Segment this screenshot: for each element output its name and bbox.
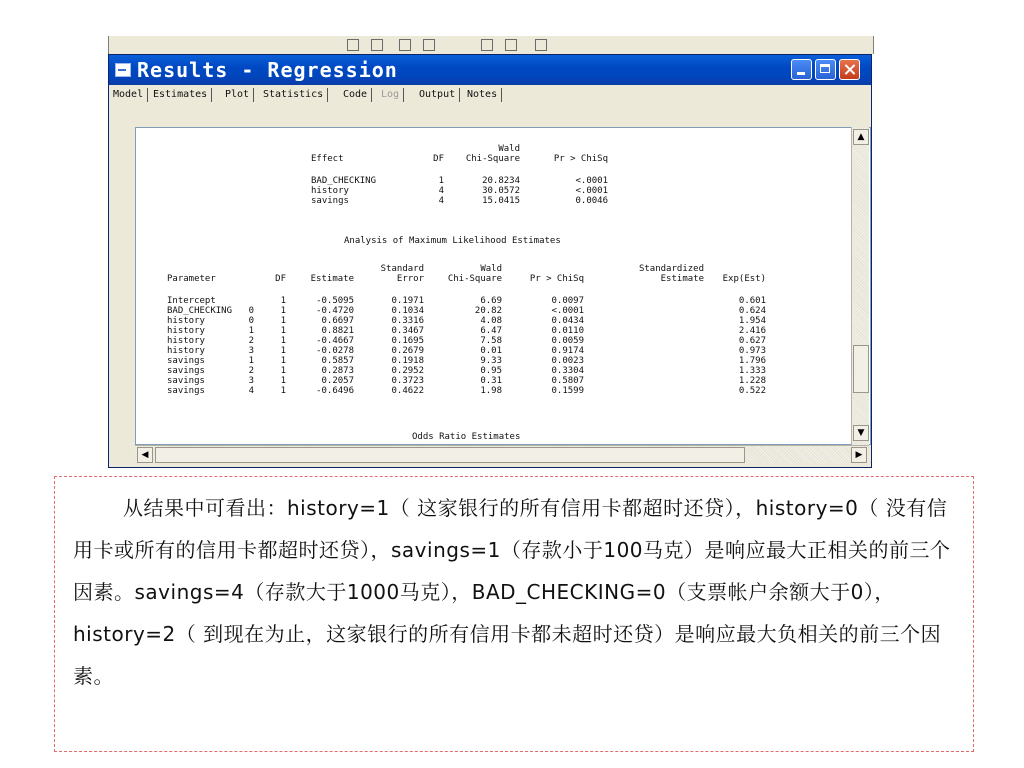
mle-chisq-cell: 0.01 xyxy=(480,346,502,356)
mle-chisq-cell: 9.33 xyxy=(480,356,502,366)
tab-plot[interactable]: Plot xyxy=(221,88,254,102)
mle-estimate-cell: -0.0278 xyxy=(316,346,354,356)
mle-level-cell: 3 xyxy=(248,376,254,386)
mle-parameter-cell: history xyxy=(167,326,205,336)
mle-df-cell: 1 xyxy=(280,346,286,356)
odds-title: Odds Ratio Estimates xyxy=(412,432,521,442)
scroll-down-icon[interactable]: ▼ xyxy=(853,425,869,441)
mle-p-cell: 0.0097 xyxy=(551,296,584,306)
mle-df-cell: 1 xyxy=(280,386,286,396)
mle-estimate-cell: -0.4720 xyxy=(316,306,354,316)
type3-p-cell: <.0001 xyxy=(575,176,608,186)
mle-header-std-top: Standardized xyxy=(638,264,704,274)
type3-chisq-cell: 15.0415 xyxy=(482,196,520,206)
mle-header-chisq: Chi-Square xyxy=(447,274,502,284)
mle-estimate-cell: 0.2057 xyxy=(321,376,354,386)
type3-df-cell: 4 xyxy=(438,186,444,196)
horizontal-scrollbar[interactable] xyxy=(135,445,869,463)
type3-header-p: Pr > ChiSq xyxy=(553,154,608,164)
type3-chisq-cell: 30.0572 xyxy=(482,186,520,196)
mle-p-cell: 0.0023 xyxy=(551,356,584,366)
title-bar[interactable] xyxy=(109,55,871,85)
type3-p-cell: <.0001 xyxy=(575,186,608,196)
mle-df-cell: 1 xyxy=(280,296,286,306)
mle-parameter-cell: savings xyxy=(167,386,205,396)
mle-chisq-cell: 20.82 xyxy=(474,306,502,316)
mle-parameter-cell: Intercept xyxy=(167,296,216,306)
mle-p-cell: 0.5807 xyxy=(551,376,584,386)
mle-se-cell: 0.3723 xyxy=(391,376,424,386)
mle-exp-cell: 0.627 xyxy=(738,336,766,346)
mle-p-cell: 0.3304 xyxy=(551,366,584,376)
mle-se-cell: 0.2679 xyxy=(391,346,424,356)
mle-header-std: Estimate xyxy=(660,274,704,284)
mle-se-cell: 0.1918 xyxy=(391,356,424,366)
mle-se-cell: 0.1695 xyxy=(391,336,424,346)
mle-exp-cell: 0.522 xyxy=(738,386,766,396)
maximize-button[interactable] xyxy=(815,59,836,80)
mle-df-cell: 1 xyxy=(280,306,286,316)
mle-df-cell: 1 xyxy=(280,316,286,326)
toolbar-button-icon[interactable] xyxy=(481,39,493,51)
toolbar-button-icon[interactable] xyxy=(347,39,359,51)
toolbar-button-icon[interactable] xyxy=(371,39,383,51)
mle-chisq-cell: 0.31 xyxy=(480,376,502,386)
interpretation-note xyxy=(54,476,974,752)
mle-parameter-cell: BAD_CHECKING xyxy=(167,306,233,316)
toolbar-button-icon[interactable] xyxy=(399,39,411,51)
mle-level-cell: 1 xyxy=(248,356,254,366)
mle-estimate-cell: -0.4667 xyxy=(316,336,354,346)
mle-estimate-cell: -0.6496 xyxy=(316,386,354,396)
mle-level-cell: 0 xyxy=(248,316,254,326)
mle-level-cell: 4 xyxy=(248,386,254,396)
mle-df-cell: 1 xyxy=(280,326,286,336)
scroll-left-icon[interactable]: ◀ xyxy=(137,447,153,463)
scroll-up-icon[interactable]: ▲ xyxy=(853,129,869,145)
mle-p-cell: 0.0059 xyxy=(551,336,584,346)
interpretation-text: 从结果中可看出：history=1（ 这家银行的所有信用卡都超时还贷），history=0（ 没有信用卡或所有的信用卡都超时还贷），savings=1（存款小于100马克）是响应最大正相关的前三个因素。savings=4（存款大于1000马克），BAD_CHECKING=0（支票帐户余额大于0）， history=2（ 到现在为止，这家银行的所有信用卡都未超时还贷）是响应最大负相关的前三个因素。 xyxy=(73,496,951,688)
mle-se-cell: 0.4622 xyxy=(391,386,424,396)
mle-header-df: DF xyxy=(275,274,286,284)
mle-chisq-cell: 6.69 xyxy=(480,296,502,306)
tab-estimates[interactable]: Estimates xyxy=(149,88,212,102)
type3-effect-cell: savings xyxy=(311,196,349,206)
mle-estimate-cell: 0.2873 xyxy=(321,366,354,376)
output-pane[interactable] xyxy=(135,127,871,445)
mle-estimate-cell: 0.8821 xyxy=(321,326,354,336)
mle-parameter-cell: history xyxy=(167,316,205,326)
mle-chisq-cell: 4.08 xyxy=(480,316,502,326)
mle-chisq-cell: 7.58 xyxy=(480,336,502,346)
mle-estimate-cell: -0.5095 xyxy=(316,296,354,306)
window-icon xyxy=(115,63,131,77)
mle-df-cell: 1 xyxy=(280,336,286,346)
mle-exp-cell: 1.954 xyxy=(738,316,766,326)
mle-exp-cell: 1.228 xyxy=(738,376,766,386)
mle-level-cell: 3 xyxy=(248,346,254,356)
mle-exp-cell: 1.333 xyxy=(738,366,766,376)
minimize-button[interactable] xyxy=(791,59,812,80)
mle-p-cell: 0.0434 xyxy=(551,316,584,326)
mle-p-cell: 0.9174 xyxy=(551,346,584,356)
tab-code[interactable]: Code xyxy=(339,88,372,102)
mle-exp-cell: 1.796 xyxy=(738,356,766,366)
mle-parameter-cell: history xyxy=(167,346,205,356)
type3-df-cell: 4 xyxy=(438,196,444,206)
mle-chisq-cell: 6.47 xyxy=(480,326,502,336)
vertical-scrollbar[interactable] xyxy=(851,127,869,445)
mle-title: Analysis of Maximum Likelihood Estimates xyxy=(344,236,561,246)
mle-p-cell: 0.0110 xyxy=(551,326,584,336)
mle-p-cell: <.0001 xyxy=(551,306,584,316)
mle-level-cell: 2 xyxy=(248,336,254,346)
type3-header-wald: Wald xyxy=(498,144,520,154)
mle-se-cell: 0.2952 xyxy=(391,366,424,376)
mle-level-cell: 1 xyxy=(248,326,254,336)
type3-header-df: DF xyxy=(433,154,444,164)
tab-bar xyxy=(109,85,871,105)
mle-exp-cell: 0.624 xyxy=(738,306,766,316)
mle-se-cell: 0.3467 xyxy=(391,326,424,336)
mle-header-se-top: Standard xyxy=(380,264,424,274)
tab-log[interactable]: Log xyxy=(377,88,404,102)
type3-header-chisq: Chi-Square xyxy=(465,154,520,164)
horizontal-scroll-thumb[interactable] xyxy=(155,447,745,463)
mle-level-cell: 2 xyxy=(248,366,254,376)
mle-header-estimate: Estimate xyxy=(310,274,354,284)
type3-effect-cell: history xyxy=(311,186,349,196)
mle-df-cell: 1 xyxy=(280,376,286,386)
type3-df-cell: 1 xyxy=(438,176,444,186)
vertical-scroll-thumb[interactable] xyxy=(853,345,869,393)
window-title: Results - Regression xyxy=(137,58,398,82)
type3-chisq-cell: 20.8234 xyxy=(482,176,520,186)
scroll-right-icon[interactable]: ▶ xyxy=(851,447,867,463)
type3-effect-cell: BAD_CHECKING xyxy=(311,176,377,186)
mle-level-cell: 0 xyxy=(248,306,254,316)
mle-parameter-cell: history xyxy=(167,336,205,346)
tab-model[interactable]: Model xyxy=(109,88,148,102)
close-button[interactable] xyxy=(839,59,860,80)
mle-exp-cell: 0.973 xyxy=(738,346,766,356)
mle-header-p: Pr > ChiSq xyxy=(529,274,584,284)
mle-se-cell: 0.3316 xyxy=(391,316,424,326)
mle-parameter-cell: savings xyxy=(167,376,205,386)
mle-header-se: Error xyxy=(396,274,424,284)
mle-chisq-cell: 0.95 xyxy=(480,366,502,376)
toolbar-button-icon[interactable] xyxy=(423,39,435,51)
mle-p-cell: 0.1599 xyxy=(551,386,584,396)
mle-header-parameter: Parameter xyxy=(167,274,216,284)
mle-df-cell: 1 xyxy=(280,356,286,366)
mle-header-wald: Wald xyxy=(480,264,502,274)
type3-header-effect: Effect xyxy=(311,154,344,164)
mle-se-cell: 0.1971 xyxy=(391,296,424,306)
results-window xyxy=(108,54,872,468)
mle-estimate-cell: 0.6697 xyxy=(321,316,354,326)
tab-statistics[interactable]: Statistics xyxy=(259,88,328,102)
mle-df-cell: 1 xyxy=(280,366,286,376)
tab-notes[interactable]: Notes xyxy=(463,88,502,102)
type3-p-cell: 0.0046 xyxy=(575,196,608,206)
mle-parameter-cell: savings xyxy=(167,356,205,366)
toolbar-button-icon[interactable] xyxy=(505,39,517,51)
mle-exp-cell: 0.601 xyxy=(738,296,766,306)
toolbar-button-icon[interactable] xyxy=(535,39,547,51)
toolbar-strip xyxy=(108,36,874,54)
mle-se-cell: 0.1034 xyxy=(391,306,424,316)
mle-chisq-cell: 1.98 xyxy=(480,386,502,396)
mle-estimate-cell: 0.5857 xyxy=(321,356,354,366)
mle-header-exp: Exp(Est) xyxy=(722,274,766,284)
mle-exp-cell: 2.416 xyxy=(738,326,766,336)
mle-parameter-cell: savings xyxy=(167,366,205,376)
tab-output[interactable]: Output xyxy=(415,88,460,102)
